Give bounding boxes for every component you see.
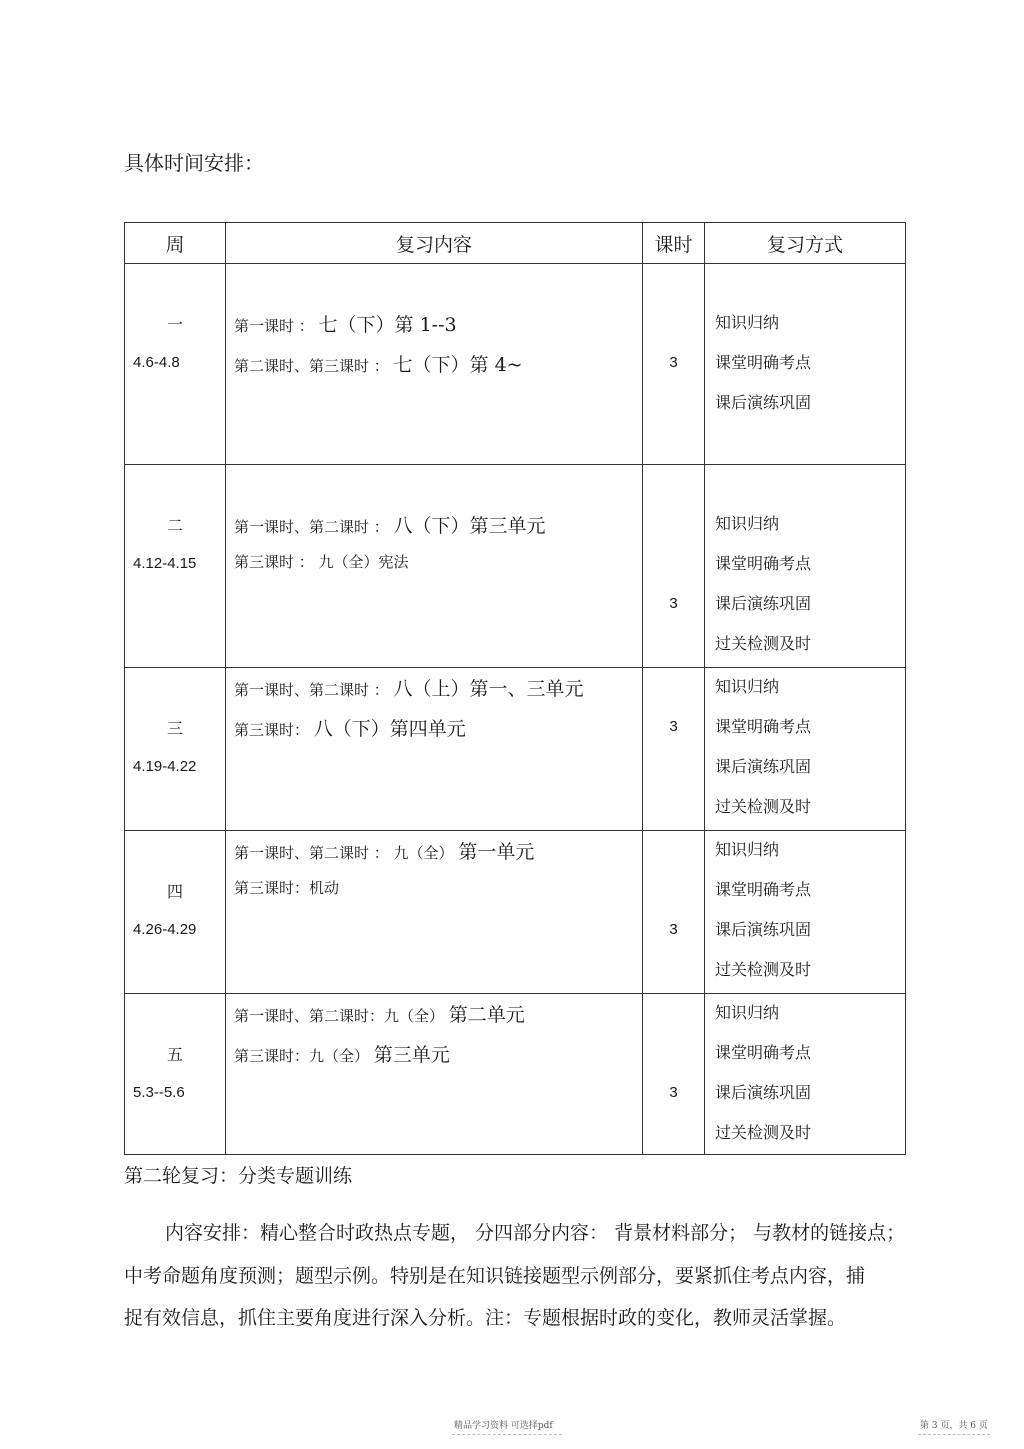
content-line bbox=[234, 877, 339, 898]
method-item: 课堂明确考点 bbox=[715, 353, 812, 372]
method-item: 过关检测及时 bbox=[715, 1123, 812, 1142]
method-item: 课后演练巩固 bbox=[715, 757, 812, 776]
week-cell-box bbox=[125, 264, 225, 464]
header-hours: 课时 bbox=[643, 223, 705, 264]
content-cell-box bbox=[226, 465, 642, 667]
hours-cell-box bbox=[643, 465, 704, 667]
method-cell-box bbox=[705, 465, 905, 667]
method-cell bbox=[705, 264, 906, 465]
content-topic: 八（上）第一、三单元 bbox=[393, 678, 584, 700]
content-prefix: 第一课时、第二课时 ： bbox=[234, 681, 394, 699]
method-item: 课后演练巩固 bbox=[715, 1083, 812, 1102]
footer-page-number: 第 3 页，共 6 页 bbox=[920, 1421, 988, 1431]
content-line bbox=[234, 551, 409, 572]
method-cell bbox=[705, 465, 906, 668]
table-row bbox=[125, 831, 906, 994]
method-cell-box bbox=[705, 668, 905, 830]
hours-cell bbox=[643, 465, 705, 668]
content-topic: 七（下）第 4~ bbox=[393, 354, 523, 376]
method-item: 课后演练巩固 bbox=[715, 594, 812, 613]
header-content: 复习内容 bbox=[226, 223, 643, 264]
method-cell-box bbox=[705, 831, 905, 993]
content-line bbox=[234, 350, 523, 377]
content-topic: 第一单元 bbox=[458, 841, 535, 863]
table-row bbox=[125, 465, 906, 668]
content-line bbox=[234, 837, 534, 864]
method-item: 过关检测及时 bbox=[715, 797, 812, 816]
hours-cell-box bbox=[643, 264, 704, 464]
method-item: 课堂明确考点 bbox=[715, 880, 812, 899]
header-method: 复习方式 bbox=[705, 223, 906, 264]
content-cell bbox=[226, 465, 643, 668]
content-topic: 第二单元 bbox=[448, 1004, 525, 1026]
table-row bbox=[125, 994, 906, 1155]
week-dates: 4.12-4.15 bbox=[133, 555, 197, 572]
method-item: 课堂明确考点 bbox=[715, 1043, 812, 1062]
paragraph-line: 中考命题角度预测；题型示例。特别是在知识链接题型示例部分，要紧抓住考点内容，捕 bbox=[124, 1265, 866, 1287]
method-item: 知识归纳 bbox=[715, 840, 780, 859]
content-cell bbox=[226, 264, 643, 465]
content-line bbox=[234, 674, 584, 701]
hours-cell-box bbox=[643, 668, 704, 830]
second-round-heading: 第二轮复习：分类专题训练 bbox=[124, 1165, 353, 1187]
method-item: 过关检测及时 bbox=[715, 960, 812, 979]
week-name: 三 bbox=[166, 719, 183, 738]
hours-value: 3 bbox=[669, 921, 678, 938]
footer-dotted-rule bbox=[452, 1434, 562, 1435]
method-item: 知识归纳 bbox=[715, 514, 780, 533]
content-cell bbox=[226, 668, 643, 831]
content-prefix: 第三课时：九（全） bbox=[234, 1047, 374, 1065]
table-row bbox=[125, 264, 906, 465]
week-name: 五 bbox=[166, 1045, 183, 1064]
content-line bbox=[234, 714, 466, 741]
week-cell bbox=[125, 994, 226, 1155]
paragraph-line: 内容安排：精心整合时政热点专题， 分四部分内容： 背景材料部分； 与教材的链接点； bbox=[165, 1222, 906, 1244]
content-cell bbox=[226, 994, 643, 1155]
footer-dotted-rule bbox=[918, 1434, 990, 1435]
content-cell-box bbox=[226, 264, 642, 464]
content-prefix: 第二课时、第三课时 ： bbox=[234, 357, 394, 375]
content-prefix: 第三课时：机动 bbox=[234, 879, 340, 897]
content-topic: 八（下）第三单元 bbox=[393, 515, 546, 537]
week-cell-box bbox=[125, 668, 225, 830]
method-cell-box bbox=[705, 264, 905, 464]
content-cell-box bbox=[226, 831, 642, 993]
content-topic: 第三单元 bbox=[373, 1044, 450, 1066]
schedule-table bbox=[124, 222, 906, 1155]
method-item: 过关检测及时 bbox=[715, 634, 812, 653]
method-item: 课后演练巩固 bbox=[715, 393, 812, 412]
hours-value: 3 bbox=[669, 595, 678, 612]
hours-value: 3 bbox=[669, 1084, 678, 1101]
table-header-row bbox=[125, 223, 906, 264]
week-cell-box bbox=[125, 994, 225, 1154]
hours-cell bbox=[643, 264, 705, 465]
method-cell bbox=[705, 994, 906, 1155]
content-prefix: 第三课时 ： 九（全）宪法 bbox=[234, 553, 409, 571]
method-item: 知识归纳 bbox=[715, 1003, 780, 1022]
week-dates: 4.26-4.29 bbox=[133, 921, 197, 938]
week-name: 一 bbox=[166, 315, 183, 334]
hours-cell-box bbox=[643, 994, 704, 1154]
content-line bbox=[234, 310, 457, 337]
method-cell-box bbox=[705, 994, 905, 1154]
content-prefix: 第一课时、第二课时 ： 九（全） bbox=[234, 844, 459, 862]
week-cell bbox=[125, 264, 226, 465]
content-prefix: 第一课时 ： bbox=[234, 317, 319, 335]
week-cell-box bbox=[125, 465, 225, 667]
method-item: 课后演练巩固 bbox=[715, 920, 812, 939]
content-cell-box bbox=[226, 668, 642, 830]
content-line bbox=[234, 1000, 525, 1027]
intro-heading: 具体时间安排： bbox=[124, 151, 264, 175]
week-name: 四 bbox=[166, 882, 183, 901]
header-week: 周 bbox=[125, 223, 226, 264]
week-cell bbox=[125, 668, 226, 831]
week-cell bbox=[125, 831, 226, 994]
hours-cell-box bbox=[643, 831, 704, 993]
content-cell bbox=[226, 831, 643, 994]
hours-value: 3 bbox=[669, 718, 678, 735]
hours-cell bbox=[643, 668, 705, 831]
content-topic: 七（下）第 1--3 bbox=[318, 314, 457, 336]
method-item: 课堂明确考点 bbox=[715, 717, 812, 736]
content-line bbox=[234, 511, 546, 538]
hours-value: 3 bbox=[669, 354, 678, 371]
method-item: 知识归纳 bbox=[715, 313, 780, 332]
table-body bbox=[125, 264, 906, 1155]
week-dates: 4.6-4.8 bbox=[133, 354, 180, 371]
content-topic: 八（下）第四单元 bbox=[313, 718, 466, 740]
method-item: 课堂明确考点 bbox=[715, 554, 812, 573]
paragraph-line: 捉有效信息，抓住主要角度进行深入分析。注：专题根据时政的变化，教师灵活掌握。 bbox=[124, 1307, 847, 1329]
footer-left-note: 精品学习资料 可选择pdf bbox=[454, 1421, 553, 1431]
week-cell-box bbox=[125, 831, 225, 993]
week-dates: 4.19-4.22 bbox=[133, 758, 197, 775]
week-dates: 5.3--5.6 bbox=[133, 1084, 185, 1101]
method-cell bbox=[705, 831, 906, 994]
hours-cell bbox=[643, 831, 705, 994]
method-cell bbox=[705, 668, 906, 831]
table-row bbox=[125, 668, 906, 831]
week-name: 二 bbox=[166, 516, 183, 535]
content-prefix: 第一课时、第二课时 ： bbox=[234, 518, 394, 536]
content-cell-box bbox=[226, 994, 642, 1154]
content-prefix: 第三课时： bbox=[234, 721, 314, 739]
method-item: 知识归纳 bbox=[715, 677, 780, 696]
week-cell bbox=[125, 465, 226, 668]
hours-cell bbox=[643, 994, 705, 1155]
content-line bbox=[234, 1040, 450, 1067]
content-prefix: 第一课时、第二课时：九（全） bbox=[234, 1007, 449, 1025]
